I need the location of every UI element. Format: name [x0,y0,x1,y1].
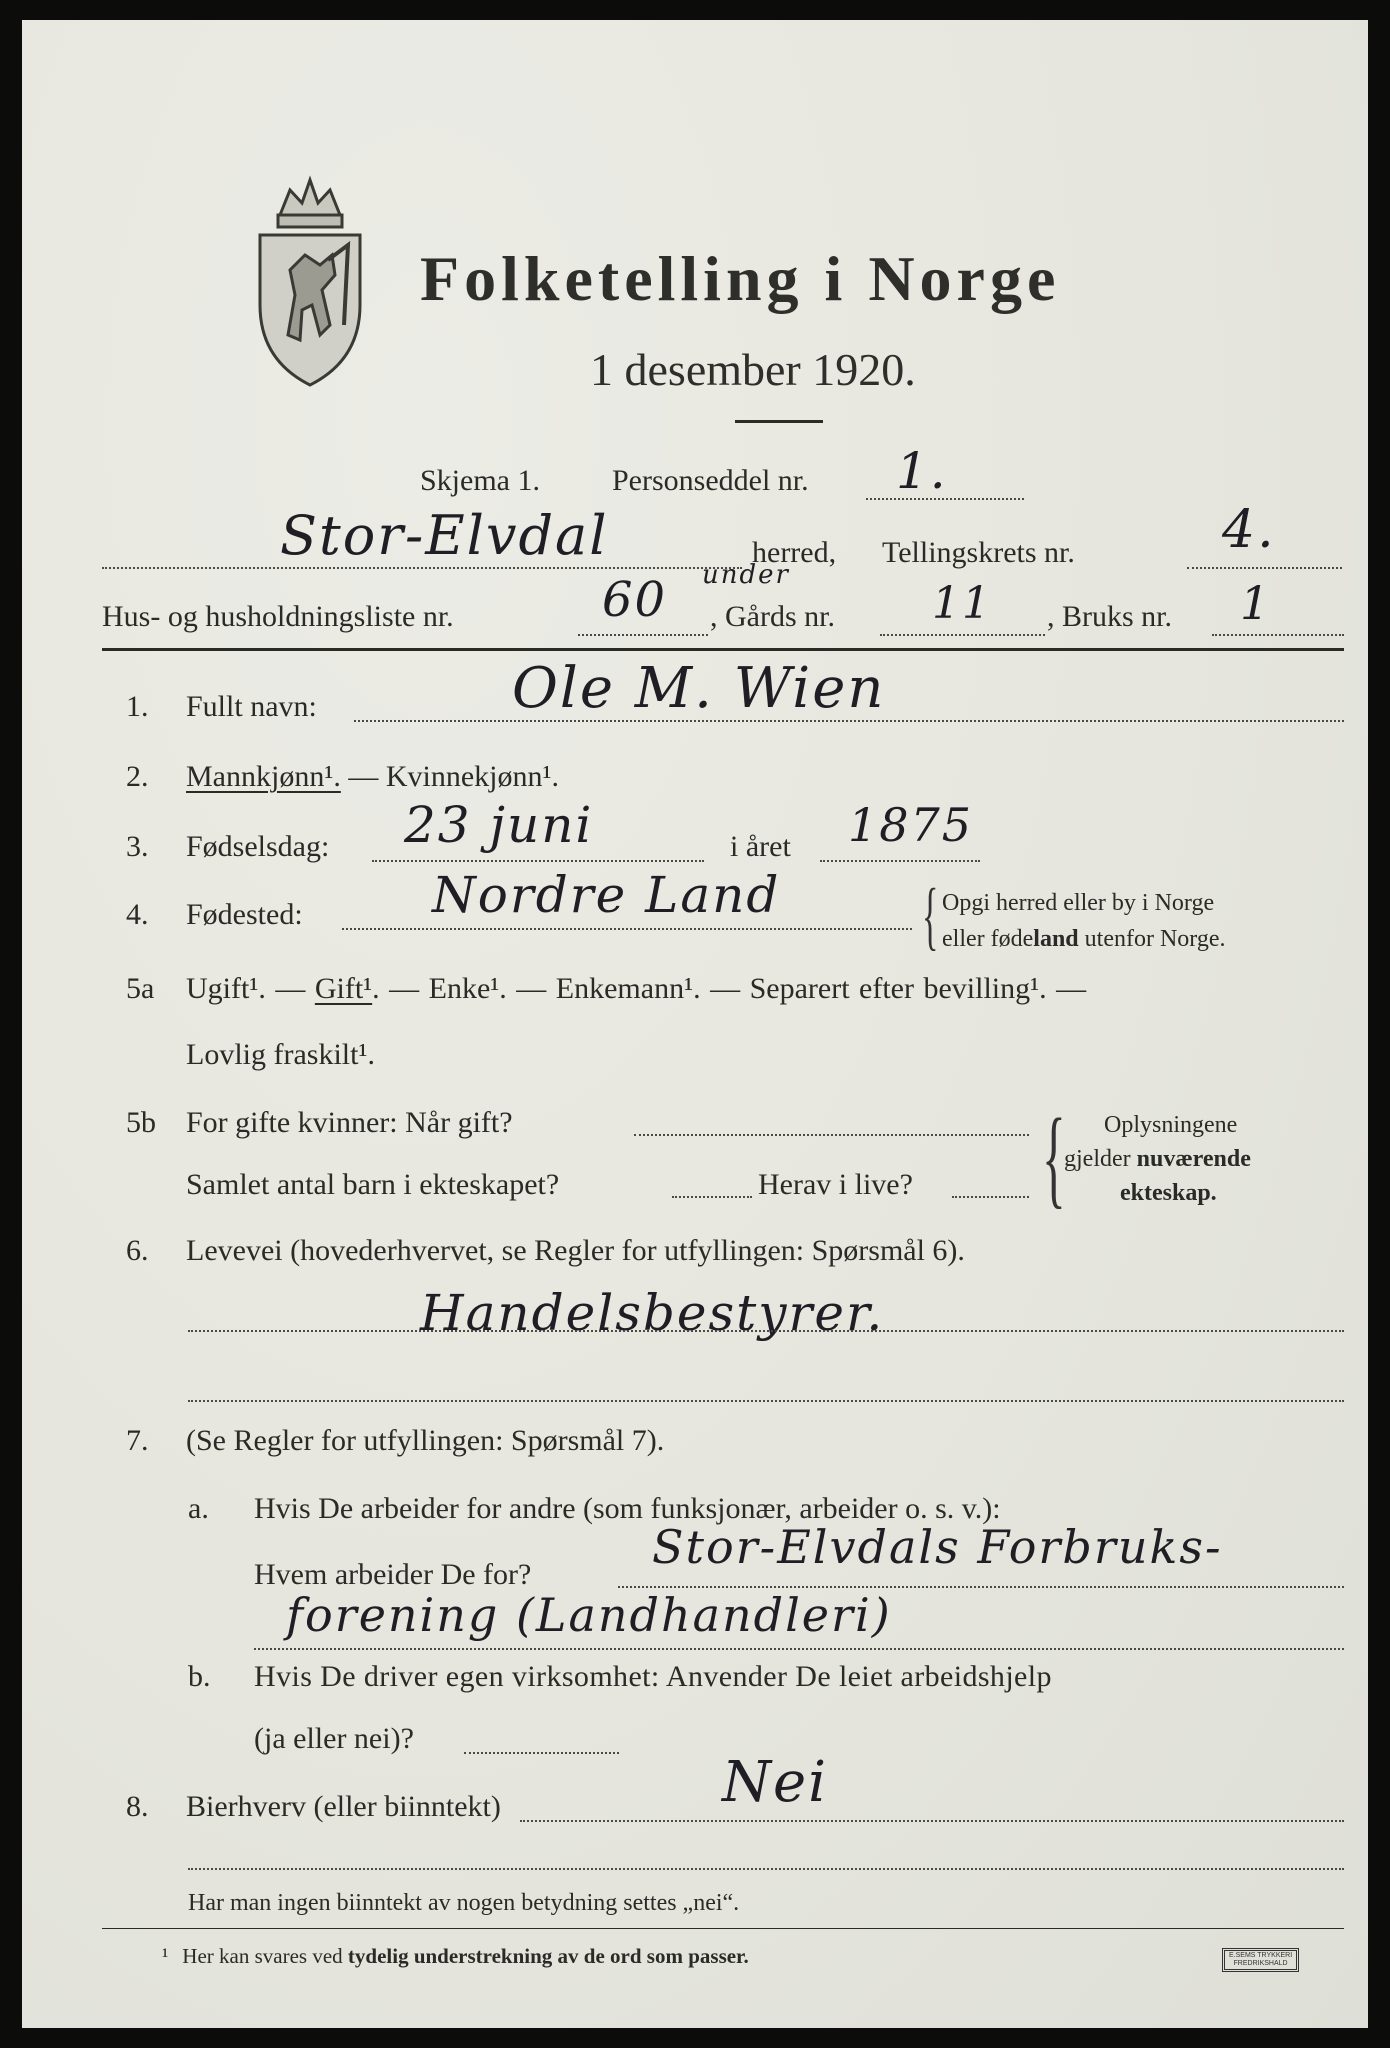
header-divider [102,648,1344,651]
q4-line [342,928,912,930]
q8-line [520,1820,1344,1822]
census-form-sheet [22,20,1368,2028]
gards-label: , Gårds nr. [710,600,835,633]
husliste-line [578,634,708,636]
q8-value: Nei [722,1750,829,1815]
q1-label: Fullt navn: [186,690,317,723]
gards-line [880,634,1045,636]
husliste-note: under [702,560,790,590]
personseddel-label: Personseddel nr. [612,464,809,497]
tellingskrets-line [1187,567,1342,569]
form-title: Folketelling i Norge [420,243,1061,314]
q4-label: Fødested: [186,898,303,931]
q3-year-label: i året [730,830,791,863]
q5b-note-2 [1064,1146,1251,1173]
q4-note-2-bold: land [1033,926,1079,952]
q7a-employer-line-2 [254,1648,1344,1650]
q1-number: 1. [126,690,149,723]
q7a-letter: a. [188,1492,209,1525]
q5b-note-1: Oplysningene [1104,1112,1238,1138]
printer-stamp-line-2: FREDRIKSHALD [1233,1960,1288,1967]
q7a-line-1: Hvis De arbeider for andre (som funksjonær, arbeider o. s. v.): [254,1492,1001,1525]
norway-coat-of-arms-icon [250,175,370,395]
q2-sep: — [340,760,386,793]
footer-rule [102,1928,1344,1929]
q8-number: 8. [126,1790,149,1823]
footer-note: Har man ingen biinntekt av nogen betydning settes „nei“. [188,1890,740,1916]
q4-number: 4. [126,898,149,931]
q6-line-1 [188,1330,1344,1332]
herred-value: Stor-Elvdal [280,504,609,567]
q7b-line-2: (ja eller nei)? [254,1722,414,1755]
q6-line-2 [188,1400,1344,1402]
footnote-bold: tydelig understrekning av de ord som passer. [347,1944,749,1968]
q5b-number: 5b [126,1106,156,1139]
q7a-value-2: forening (Landhandleri) [286,1588,892,1642]
q5b-note-3: ekteskap. [1120,1180,1217,1206]
tellingskrets-value: 4. [1222,500,1276,560]
q3-label: Fødselsdag: [186,830,330,863]
footnote [162,1944,749,1969]
title-rule [735,420,823,423]
q5b-label-2: Samlet antal barn i ekteskapet? [186,1168,560,1201]
bruks-label: , Bruks nr. [1047,600,1173,633]
q2-options [186,760,559,794]
q5b-label-1: For gifte kvinner: Når gift? [186,1106,513,1139]
q5a-number: 5a [126,972,155,1005]
q5a-dash: — [265,972,315,1005]
footnote-mark: ¹ [162,1944,169,1968]
q7b-line-1: Hvis De driver egen virksomhet: Anvender De leiet arbeidshjelp [254,1660,1052,1693]
tellingskrets-label: Tellingskrets nr. [882,536,1075,569]
q6-value: Handelsbestyrer. [420,1284,885,1342]
census-date: 1 desember 1920. [590,344,916,395]
q5a-line2: Lovlig fraskilt¹. [186,1038,375,1071]
q3-year-line [820,860,980,862]
q4-value: Nordre Land [432,866,781,924]
q1-value: Ole M. Wien [512,656,886,721]
q5b-label-3: Herav i live? [758,1168,913,1201]
q6-label: Levevei (hovederhvervet, se Regler for utfyllingen: Spørsmål 6). [186,1234,965,1267]
q5b-brace: { [1042,1096,1066,1218]
q4-note-1: Opgi herred eller by i Norge [942,890,1215,916]
q5a-rest: . — Enke¹. — Enkemann¹. — Separert efter bevilling¹. — [372,972,1087,1005]
q4-note-2-post: utenfor Norge. [1078,926,1226,952]
bruks-line [1212,634,1344,636]
q5b-alive-line [952,1196,1029,1198]
q7b-line [464,1752,619,1754]
q5a-gift: Gift¹ [314,972,373,1005]
q5a-ugift: Ugift¹. [186,972,266,1005]
q5b-note-2-pre: gjelder [1064,1146,1137,1172]
q3-number: 3. [126,830,149,863]
footnote-pre: Her kan svares ved [182,1944,348,1968]
q4-note-2 [942,926,1226,953]
q5a-options [186,972,1086,1006]
q7-number: 7. [126,1424,149,1457]
q2-male: Mannkjønn¹. [186,760,341,793]
q4-brace: { [922,874,939,958]
q8-label: Bierhverv (eller biinntekt) [186,1790,501,1823]
printer-stamp-line-1: E.SEMS TRYKKERI [1229,1952,1293,1959]
personseddel-value: 1. [896,442,948,500]
q2-female: Kvinnekjønn¹. [385,760,559,793]
skjema-label: Skjema 1. [420,464,540,497]
q2-number: 2. [126,760,149,793]
q8-line-2 [188,1868,1344,1870]
q7a-value-1: Stor-Elvdals Forbruks- [652,1520,1223,1574]
q7b-letter: b. [188,1660,211,1693]
husliste-value: 60 [602,572,668,628]
q3-day-line [372,860,704,862]
q7a-line-2: Hvem arbeider De for? [254,1558,532,1591]
q5b-when-line [634,1134,1029,1136]
q6-number: 6. [126,1234,149,1267]
q5b-children-line [672,1196,752,1198]
gards-value: 11 [932,578,992,629]
husliste-label: Hus- og husholdningsliste nr. [102,600,454,633]
bruks-value: 1 [1240,576,1272,630]
q3-year-value: 1875 [848,798,974,852]
q3-day-value: 23 juni [404,796,594,854]
printer-stamp [1222,1948,1299,1972]
herred-line [102,567,742,569]
q5b-note-2-bold: nuværende [1136,1146,1251,1172]
q4-note-2-pre: eller føde [942,926,1034,952]
q7-label: (Se Regler for utfyllingen: Spørsmål 7). [186,1424,665,1457]
herred-label: herred, [752,536,837,569]
